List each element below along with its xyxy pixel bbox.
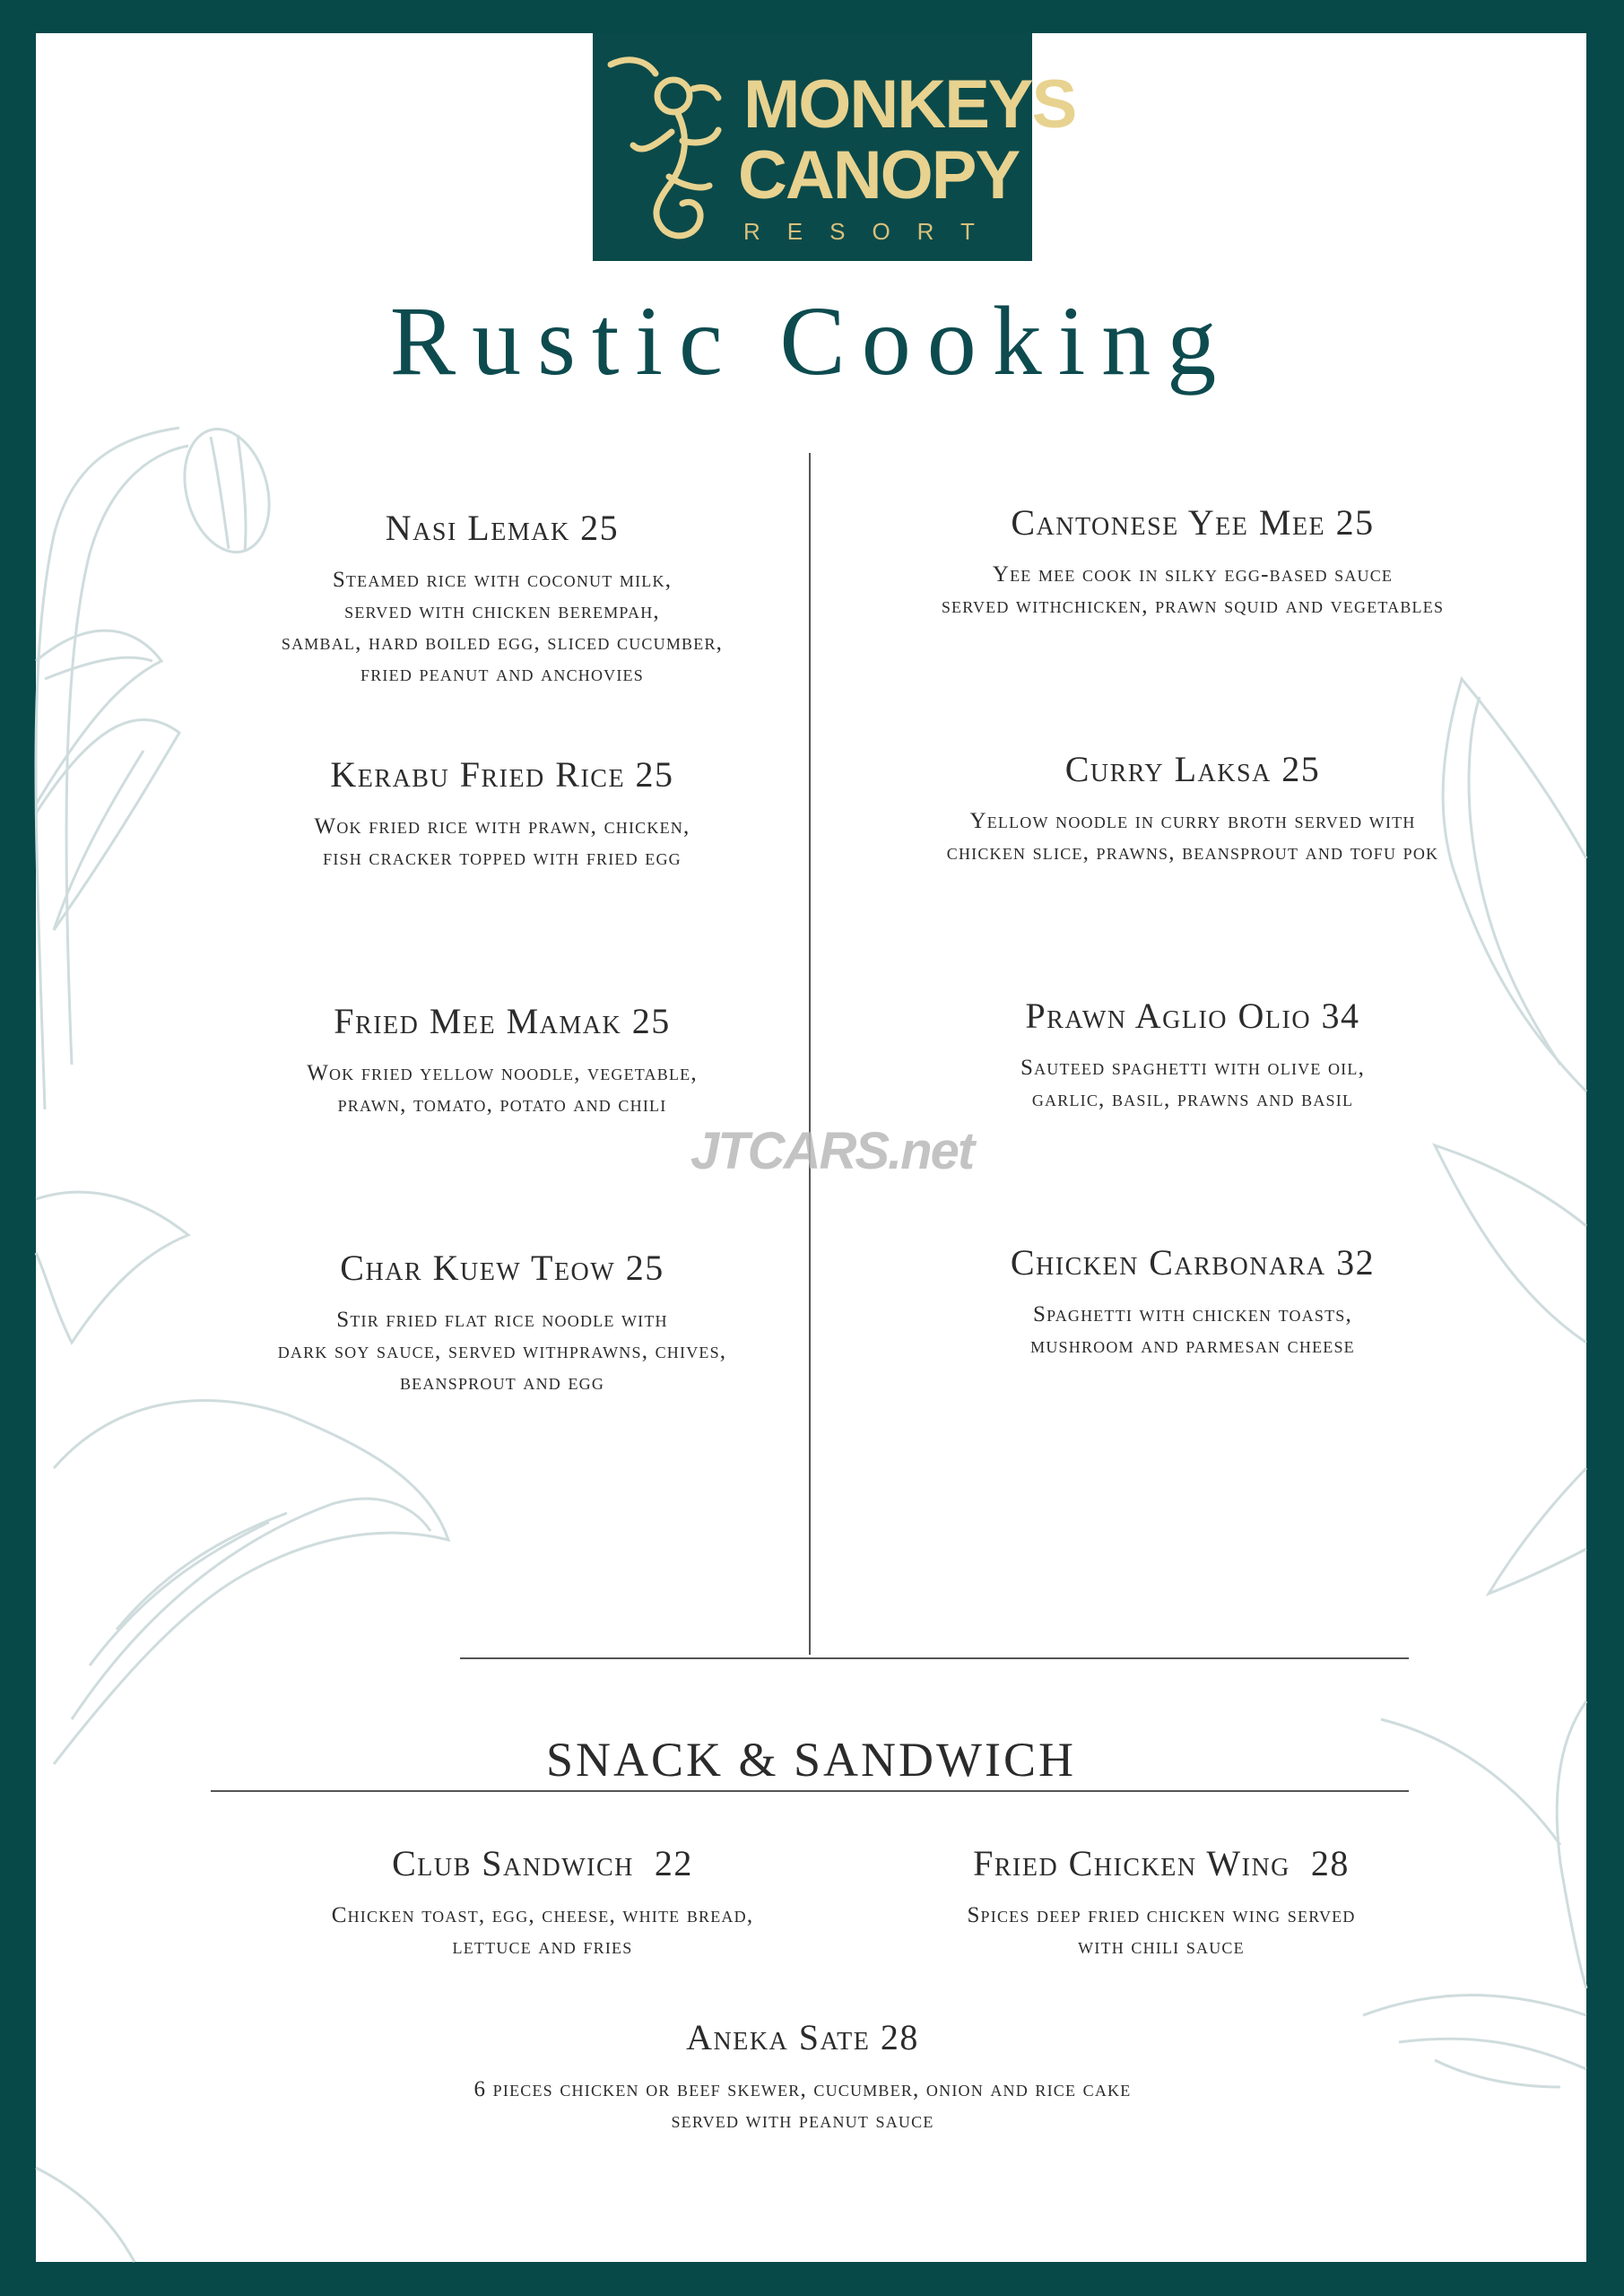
item-name: Char Kuew Teow 25 — [340, 1248, 664, 1288]
section-rule-bottom — [211, 1790, 1409, 1792]
item-description: Sauteed spaghetti with olive oil, garlic, basil, prawns and basil — [1020, 1056, 1366, 1111]
menu-item — [803, 1241, 1583, 1361]
item-description: Steamed rice with coconut milk, served with chicken berempah, sambal, hard boiled egg, sliced cucumber, fried peanut and anchovies — [281, 568, 724, 686]
menu-item — [143, 753, 861, 874]
section-title: SNACK & SANDWICH — [545, 1733, 1077, 1787]
logo-line2: CANOPY — [738, 137, 1020, 213]
item-description: Wok fried yellow noodle, vegetable, prawn, tomato, potato and chili — [307, 1061, 698, 1117]
item-name: Fried Mee Mamak 25 — [334, 1001, 671, 1041]
item-description: Yee mee cook in silky egg-based sauce served withchicken, prawn squid and vegetables — [941, 562, 1445, 618]
item-name: Chicken Carbonara 32 — [1010, 1242, 1376, 1283]
page-title: Rustic Cooking — [389, 286, 1233, 396]
item-description: Yellow noodle in curry broth served with chicken slice, prawns, beansprout and tofu pok — [946, 809, 1439, 865]
item-name: Aneka Sate 28 — [686, 2017, 919, 2057]
item-description: Chicken toast, egg, cheese, white bread, lettuce and fries — [331, 1903, 754, 1959]
menu-item — [143, 507, 861, 690]
menu-item — [803, 995, 1583, 1115]
menu-item — [803, 748, 1583, 868]
item-name: Cantonese Yee Mee 25 — [1011, 502, 1375, 543]
item-name: Prawn Aglio Olio 34 — [1025, 996, 1360, 1036]
item-name: Curry Laksa 25 — [1064, 749, 1321, 789]
logo-line1: MONKEYS — [743, 66, 1076, 143]
item-description: Spices deep fried chicken wing served with chili sauce — [967, 1903, 1356, 1959]
menu-item — [215, 2016, 1390, 2136]
item-description: Stir fried flat rice noodle with dark soy sauce, served withprawns, chives, beansprout and egg — [277, 1308, 727, 1395]
item-description: Spaghetti with chicken toasts, mushroom and parmesan cheese — [1030, 1302, 1355, 1358]
item-name: Fried Chicken Wing 28 — [973, 1843, 1350, 1883]
item-description: Wok fried rice with prawn, chicken, fish cracker topped with fried egg — [314, 814, 690, 870]
menu-item — [794, 1842, 1529, 1962]
item-name: Club Sandwich 22 — [392, 1843, 693, 1883]
menu-item — [803, 501, 1583, 622]
item-name: Nasi Lemak 25 — [385, 508, 620, 548]
watermark-logo: JTCARS.net — [690, 1122, 974, 1180]
section-rule-top — [460, 1657, 1409, 1659]
menu-item — [143, 1247, 861, 1398]
menu-page — [36, 33, 1586, 2262]
item-name: Kerabu Fried Rice 25 — [330, 754, 674, 795]
logo-line3: RESORT — [743, 218, 1002, 245]
item-description: 6 pieces chicken or beef skewer, cucumber, onion and rice cake served with peanut sauce — [473, 2077, 1132, 2133]
monkey-logo-icon — [593, 33, 1076, 261]
resort-logo — [593, 33, 1076, 261]
